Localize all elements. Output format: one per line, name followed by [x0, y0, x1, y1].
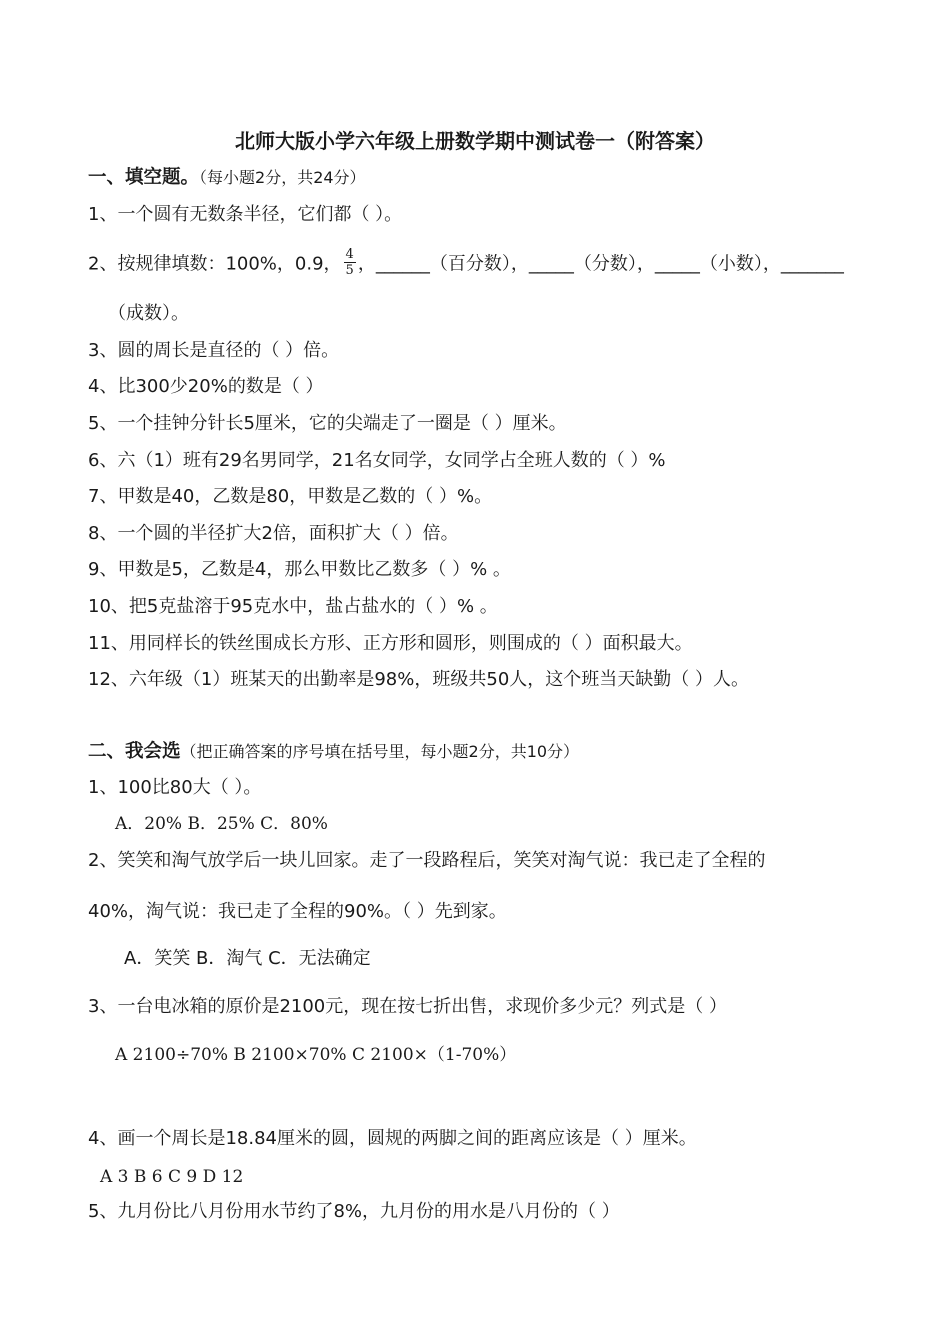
question-1-2-text-b: ，______（百分数），_____（分数），_____（小数），_______ — [357, 253, 844, 275]
question-1-1: 1、一个圆有无数条半径，它们都（ ）。 — [88, 204, 403, 225]
question-2-2-continued: 40%，淘气说：我已走了全程的90%。（ ）先到家。 — [88, 901, 507, 922]
question-2-3-options: A 2100÷70% B 2100×70% C 2100×（1-70%） — [115, 1045, 517, 1065]
question-1-4: 4、比300少20%的数是（ ） — [88, 376, 324, 397]
question-2-4: 4、画一个周长是18.84厘米的圆，圆规的两脚之间的距离应该是（ ）厘米。 — [88, 1128, 697, 1149]
section1-header — [88, 166, 366, 190]
section2-note: （把正确答案的序号填在括号里，每小题2分，共10分） — [180, 742, 580, 761]
question-1-12: 12、六年级（1）班某天的出勤率是98%，班级共50人，这个班当天缺勤（ ）人。 — [88, 669, 749, 690]
question-1-2 — [88, 249, 844, 280]
fraction-denominator: 5 — [345, 263, 354, 278]
question-2-3: 3、一台电冰箱的原价是2100元，现在按七折出售，求现价多少元？列式是（ ） — [88, 996, 727, 1017]
section1-note: （每小题2分，共24分） — [199, 168, 366, 187]
question-1-3: 3、圆的周长是直径的（ ）倍。 — [88, 340, 340, 361]
question-2-1-options: A．20% B．25% C．80% — [115, 814, 328, 834]
fraction-numerator: 4 — [345, 247, 354, 262]
question-1-10: 10、把5克盐溶于95克水中，盐占盐水的（ ）% 。 — [88, 596, 498, 617]
section2-heading: 二、我会选 — [88, 741, 181, 762]
exam-title: 北师大版小学六年级上册数学期中测试卷一（附答案） — [235, 129, 715, 153]
question-2-2-options: A．笑笑 B．淘气 C．无法确定 — [124, 948, 371, 969]
question-1-2-text-a: 2、按规律填数：100%，0.9， — [88, 253, 342, 275]
question-2-5: 5、九月份比八月份用水节约了8%，九月份的用水是八月份的（ ） — [88, 1201, 620, 1222]
question-2-4-options: A 3 B 6 C 9 D 12 — [100, 1167, 244, 1187]
question-1-8: 8、一个圆的半径扩大2倍，面积扩大（ ）倍。 — [88, 523, 459, 544]
question-2-1: 1、100比80大（ ）。 — [88, 777, 262, 798]
question-1-6: 6、六（1）班有29名男同学，21名女同学，女同学占全班人数的（ ）% — [88, 450, 666, 471]
question-1-11: 11、用同样长的铁丝围成长方形、正方形和圆形，则围成的（ ）面积最大。 — [88, 633, 693, 654]
section2-header — [88, 740, 579, 764]
question-1-7: 7、甲数是40，乙数是80，甲数是乙数的（ ）%。 — [88, 486, 493, 507]
question-1-2-continued: （成数）。 — [108, 303, 189, 324]
question-2-2: 2、笑笑和淘气放学后一块儿回家。走了一段路程后，笑笑对淘气说：我已走了全程的 — [88, 850, 766, 871]
section1-heading: 一、填空题。 — [88, 167, 200, 188]
question-1-5: 5、一个挂钟分针长5厘米，它的尖端走了一圈是（ ）厘米。 — [88, 413, 567, 434]
fraction-four-fifths — [344, 247, 356, 278]
question-1-9: 9、甲数是5，乙数是4，那么甲数比乙数多（ ）% 。 — [88, 559, 511, 580]
